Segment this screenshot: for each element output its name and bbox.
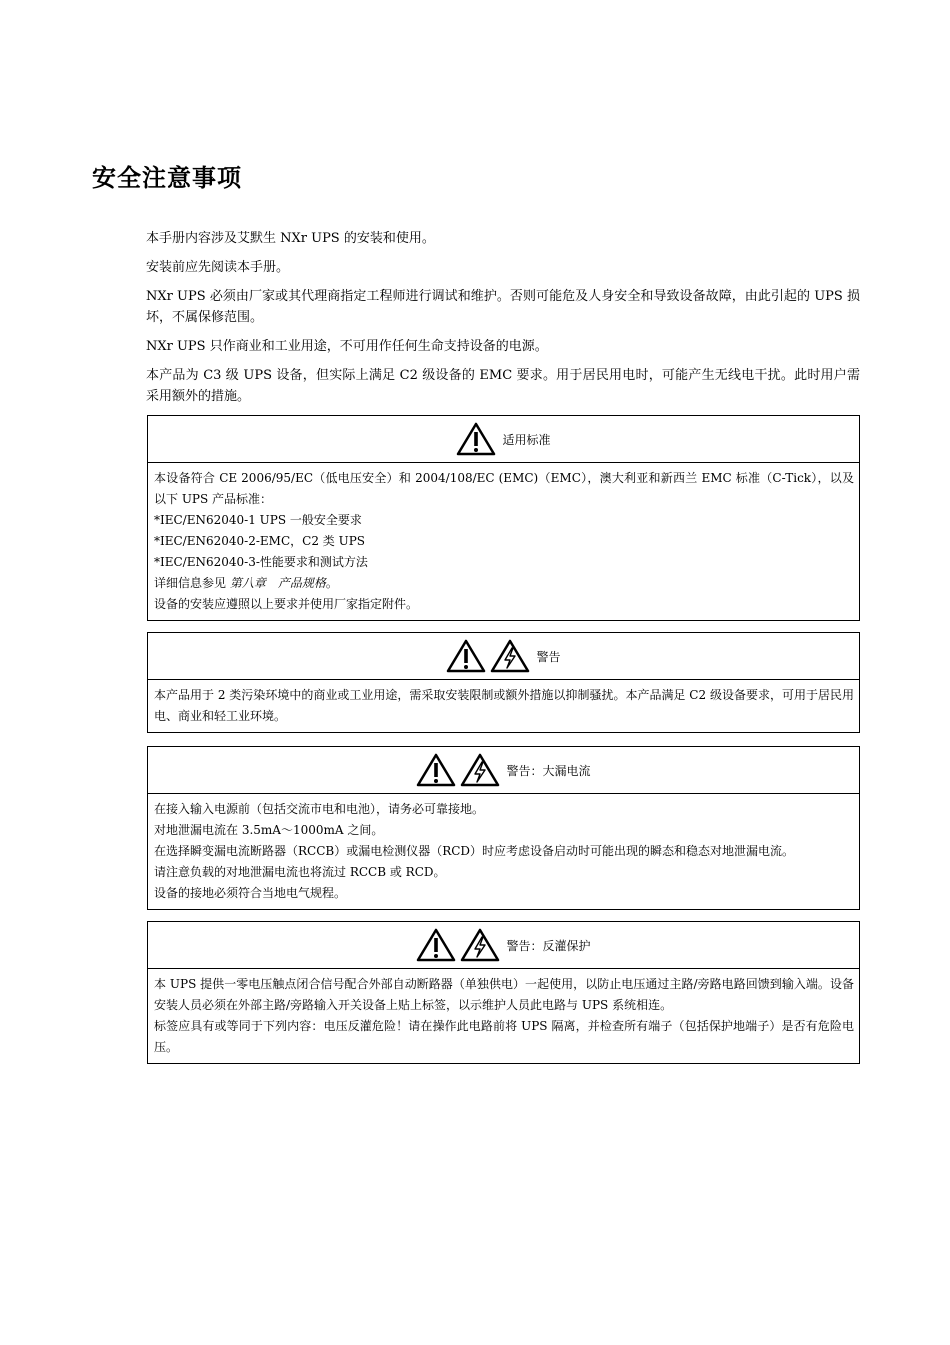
- leakage-box-body: [148, 794, 859, 909]
- leakage-line: 在接入输入电源前（包括交流市电和电池），请务必可靠接地。: [154, 802, 485, 816]
- leakage-box-title: 警告：大漏电流: [506, 763, 591, 778]
- chapter-reference: 第八章 产品规格: [229, 576, 326, 590]
- electric-shock-icon: [490, 639, 530, 673]
- standards-line: *IEC/EN62040-1 UPS 一般安全要求: [154, 513, 362, 527]
- intro-paragraph: NXr UPS 必须由厂家或其代理商指定工程师进行调试和维护。否则可能危及人身安全和导致设备故障，由此引起的 UPS 损坏，不属保修范围。: [146, 289, 860, 325]
- warning-box-title: 警告: [536, 649, 561, 664]
- detail-prefix: 详细信息参见: [154, 576, 227, 590]
- backfeed-line: 本 UPS 提供一零电压触点闭合信号配合外部自动断路器（单独供电）一起使用，以防止电压通过主路/旁路电路回馈到输入端。设备安装人员必须在外部主路/旁路输入开关设备上贴上标签，以示维护人员此电路与 UPS 系统相连。: [154, 977, 854, 1012]
- backfeed-box-title: 警告：反灌保护: [506, 938, 591, 953]
- intro-paragraph: 安装前应先阅读本手册。: [146, 260, 290, 275]
- leakage-line: 在选择瞬变漏电流断路器（RCCB）或漏电检测仪器（RCD）时应考虑设备启动时可能出现的瞬态和稳态对地泄漏电流。: [154, 844, 795, 858]
- standards-line: 设备的安装应遵照以上要求并使用厂家指定附件。: [154, 597, 419, 611]
- caution-triangle-icon: [416, 928, 456, 962]
- leakage-line: 对地泄漏电流在 3.5mA～1000mA 之间。: [154, 823, 384, 837]
- leakage-box-header: [148, 747, 859, 794]
- caution-triangle-icon: [416, 753, 456, 787]
- warning-box-body: [148, 680, 859, 732]
- electric-shock-icon: [460, 928, 500, 962]
- intro-paragraph: 本手册内容涉及艾默生 NXr UPS 的安装和使用。: [146, 231, 435, 246]
- backfeed-warning-box: [147, 921, 860, 1064]
- standards-box-body: [148, 463, 859, 620]
- standards-detail-line: [154, 573, 854, 594]
- warning-box: [147, 632, 860, 733]
- caution-triangle-icon: [456, 422, 496, 456]
- page-title: 安全注意事项: [92, 164, 242, 192]
- standards-line: *IEC/EN62040-3-性能要求和测试方法: [154, 555, 368, 569]
- intro-paragraph: NXr UPS 只作商业和工业用途，不可用作任何生命支持设备的电源。: [146, 339, 548, 354]
- standards-box: [147, 415, 860, 621]
- backfeed-line: 标签应具有或等同于下列内容：电压反灌危险！请在操作此电路前将 UPS 隔离，并检查所有端子（包括保护地端子）是否有危险电压。: [154, 1019, 854, 1054]
- leakage-line: 请注意负载的对地泄漏电流也将流过 RCCB 或 RCD。: [154, 865, 446, 879]
- standards-box-title: 适用标准: [502, 432, 551, 447]
- backfeed-box-body: [148, 969, 859, 1063]
- leakage-line: 设备的接地必须符合当地电气规程。: [154, 886, 347, 900]
- warning-line: 本产品用于 2 类污染环境中的商业或工业用途，需采取安装限制或额外措施以抑制骚扰。本产品满足 C2 级设备要求，可用于居民用电、商业和轻工业环境。: [154, 688, 854, 723]
- standards-line: 本设备符合 CE 2006/95/EC（低电压安全）和 2004/108/EC (EMC)（EMC），澳大利亚和新西兰 EMC 标准（C-Tick），以及以下 UPS 产品标准：: [154, 471, 854, 506]
- backfeed-box-header: [148, 922, 859, 969]
- intro-paragraph: 本产品为 C3 级 UPS 设备，但实际上满足 C2 级设备的 EMC 要求。用于居民用电时，可能产生无线电干扰。此时用户需采用额外的措施。: [146, 368, 860, 404]
- electric-shock-icon: [460, 753, 500, 787]
- intro-section: [146, 228, 860, 415]
- leakage-warning-box: [147, 746, 860, 910]
- caution-triangle-icon: [446, 639, 486, 673]
- detail-suffix: 。: [325, 576, 338, 590]
- warning-box-header: [148, 633, 859, 680]
- standards-line: *IEC/EN62040-2-EMC，C2 类 UPS: [154, 534, 365, 548]
- standards-box-header: [148, 416, 859, 463]
